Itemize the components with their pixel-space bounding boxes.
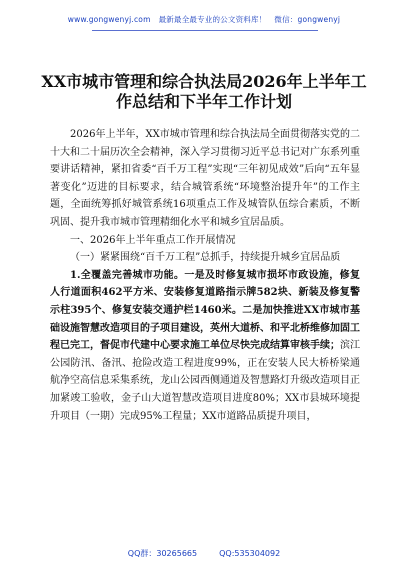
document-title: XX市城市管理和综合执法局2026年上半年工作总结和下半年工作计划 (41, 72, 367, 111)
site-url[interactable]: www.gongwenyj.com (67, 15, 151, 24)
intro-paragraph: 2026年上半年，XX市城市管理和综合执法局全面贯彻落实党的二十大和二十届历次全会精神，深入学习贯彻习近平总书记对广东系列重要讲话精神，紧扣省委“百千万工程”实现“三年初见成效”后向“五年显著变化”迈进的目标要求，结合城管系统“环境整治提升年”的工作主题，全面统筹抓好城管系统16项重点工作及城管队伍综合素质，不断巩固、提升我市城市管理精细化水平和城乡宜居品质。 (50, 129, 360, 228)
header-divider (92, 30, 318, 31)
body-paragraph (50, 267, 360, 425)
section-heading: 一、2026年上半年重点工作开展情况 (70, 234, 236, 246)
paragraph-bold-lead: 1.全覆盖完善城市功能。一是及时修复城市损坏市政设施，修复人行道面积462平方米、安装修复道路指示牌582块、新装及修复警示柱395个、修复安装交通护栏1460米。二是加快推进XX市城市基础设施智慧改造项目的子项目建设，英州大道桥、和平北桥维修加固工程已完工，督促市代建中心要求施工单位尽快完成结算审核手续； (50, 269, 360, 352)
subsection-heading: （一）紧紧围绕“百千万工程”总抓手，持续提升城乡宜居品质 (70, 252, 341, 264)
paragraph-text: 滨江公园防汛、备汛、抢险改造工程进度99%，正在安装人民大桥桥梁通航净空高信息采集系统，龙山公园西侧通道及智慧路灯升级改造项目正加紧竣工验收，金子山大道智慧改造项目进度80%；XX市县城环境提升项目（一期）完成95%工程量；XX市道路品质提升项目， (50, 340, 360, 422)
qq-number: QQ:535304092 (219, 549, 281, 558)
document-body (50, 126, 360, 425)
qq-group: QQ群：30265665 (127, 549, 198, 558)
site-footer (0, 548, 408, 559)
site-slogan: 最新最全最专业的公文资料库！ (158, 15, 267, 24)
wechat-id: 微信：gongwenyj (274, 15, 341, 24)
site-header (0, 14, 408, 25)
